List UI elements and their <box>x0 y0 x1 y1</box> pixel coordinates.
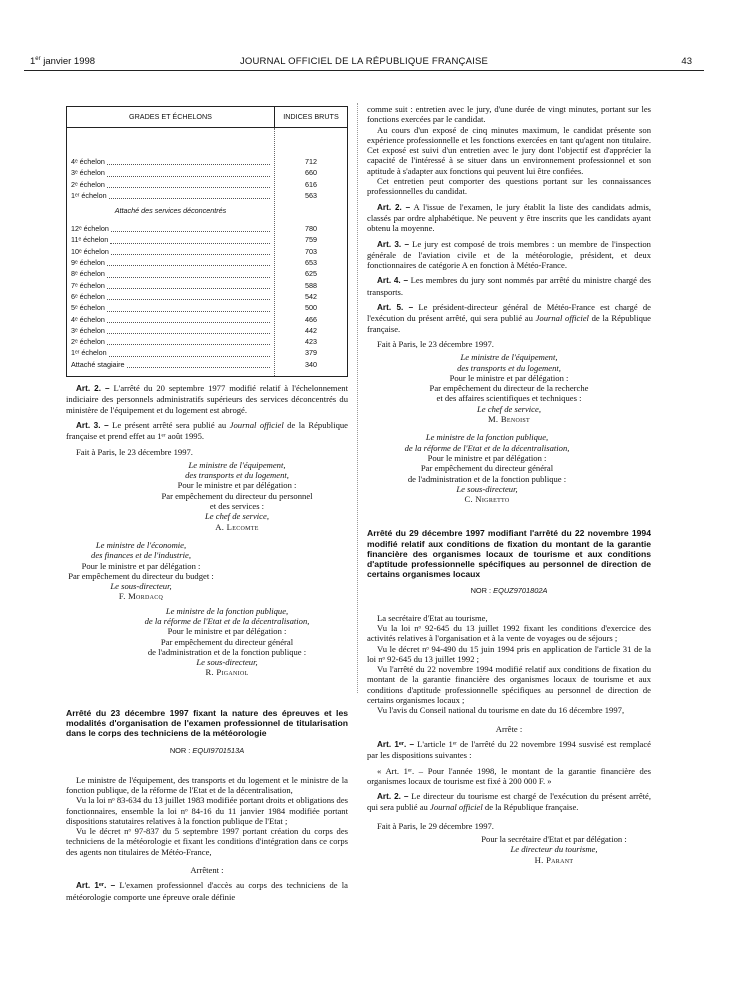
signature-block: Le ministre de l'économie, des finances et de l'industrie, Pour le ministre et par délégation : Par empêchement du directeur du budget : Le sous-directeur, F. Mordacq <box>66 540 216 602</box>
indice-value: 442 <box>305 325 317 335</box>
table-row: 10ᵉ échelon <box>71 246 270 257</box>
table-row: 1ᵉʳ échelon <box>71 347 270 358</box>
header-date: 1er janvier 1998 <box>30 56 96 68</box>
table-row: 8ᵉ échelon <box>71 268 270 279</box>
table-subheading: Attaché des services déconcentrés <box>114 206 227 216</box>
table-row: 3ᵉ échelon <box>71 325 270 336</box>
indice-value: 616 <box>305 179 317 189</box>
signatory-name: C. Nigretto <box>464 494 510 505</box>
signatory-name: R. Piganiol <box>205 667 249 678</box>
paragraph: Le ministre de l'équipement, des transports et du logement et le ministre de la fonction publique, de la réforme de l'Etat et de la décentralisation, <box>66 774 348 795</box>
right-column <box>367 104 651 865</box>
indice-value: 588 <box>305 280 317 290</box>
paragraph: La secrétaire d'Etat au tourisme, <box>377 612 488 623</box>
table-row: 11ᵉ échelon <box>71 234 270 245</box>
decree-title: Arrêté du 29 décembre 1997 modifiant l'arrêté du 22 novembre 1994 modifié relatif aux conditions de fixation du montant de la garantie financière des organismes locaux de tourisme et aux conditions d'aptitude professionnelle spécifiques au personnel de direction de certains organismes locaux <box>367 528 651 580</box>
indice-value: 466 <box>305 314 317 324</box>
article-2: Art. 2. – A l'issue de l'examen, le jury établit la liste des candidats admis, classés par ordre alphabétique. Ne peuvent y être inscrits que les candidats ayant obtenu la moyenne. <box>367 201 651 234</box>
paragraph: Vu le décret nᵒ 97-837 du 5 septembre 1997 portant création du corps des techniciens de la météorologie et fixant les conditions d'intégration dans ce corps des agents non titulaires de Météo-France, <box>66 826 348 857</box>
fait-a-paris: Fait à Paris, le 23 décembre 1997. <box>76 446 193 457</box>
article-3: Art. 3. – Le jury est composé de trois membres : un membre de l'inspection générale de l'aviation civile et de la météorologie, président, et deux fonctionnaires de catégorie A en fonction à Météo-France. <box>367 238 651 271</box>
paragraph: Cet entretien peut comporter des questions portant sur les connaissances professionnelles du candidat. <box>367 176 651 197</box>
col-header-grades: GRADES ET ÉCHELONS <box>129 111 212 121</box>
signatory-name: M. Benoist <box>487 414 530 425</box>
column-divider <box>357 103 358 693</box>
table-row: 3ᵉ échelon <box>71 167 270 178</box>
arretent: Arrêtent : <box>190 865 224 876</box>
quoted-article: « Art. 1ᵉʳ. – Pour l'année 1998, le montant de la garantie financière des organismes locaux de tourisme est fixé à 200 000 F. » <box>367 765 651 786</box>
table-row: 1ᵉʳ échelon <box>71 190 270 201</box>
table-row: 2ᵉ échelon <box>71 336 270 347</box>
col-header-indices: INDICES BRUTS <box>274 107 347 127</box>
page-number: 43 <box>681 56 692 67</box>
indice-value: 542 <box>305 291 317 301</box>
article-1: Art. 1ᵉʳ. – L'article 1ᵉʳ de l'arrêté du 22 novembre 1994 susvisé est remplacé par les dispositions suivantes : <box>367 738 651 761</box>
article-5: Art. 5. – Le président-directeur général de Météo-France est chargé de l'exécution du présent arrêté, qui sera publié au Journal officiel de la République française. <box>367 302 651 334</box>
indice-value: 780 <box>305 224 317 234</box>
grades-column <box>67 128 274 376</box>
grades-table-body <box>67 128 347 376</box>
left-column <box>66 106 348 902</box>
indice-value: 759 <box>305 235 317 245</box>
nor-reference: NOR : EQUI9701513A <box>169 746 245 756</box>
paragraph: Vu la loi nᵒ 83-634 du 13 juillet 1983 modifiée portant droits et obligations des fonctionnaires, ensemble la loi nᵒ 84-16 du 11 janvier 1984 modifiée portant dispositions statutaires relatives à la fonction publique de l'Etat ; <box>66 795 348 826</box>
decree-title: Arrêté du 23 décembre 1997 fixant la nature des épreuves et les modalités d'organisation de l'examen professionnel de titularisation dans le corps des techniciens de la météorologie <box>66 707 348 739</box>
table-row: 5ᵉ échelon <box>71 302 270 313</box>
indices-column <box>274 128 347 376</box>
article-1: Art. 1ᵉʳ. – L'examen professionnel d'accès au corps des techniciens de la météorologie comporte une épreuve orale définie <box>66 880 348 902</box>
signature-block: Le ministre de l'équipement, des transports et du logement, Pour le ministre et par délégation : Par empêchement du directeur du personnel et des services : Le chef de service, A. Lecomte <box>66 460 348 532</box>
signatory-name: F. Mordacq <box>118 591 164 602</box>
indice-value: 340 <box>305 359 317 369</box>
table-row: 9ᵉ échelon <box>71 257 270 268</box>
article-2: Art. 2. – L'arrêté du 20 septembre 1977 modifié relatif à l'échelonnement indiciaire des personnels administratifs supérieurs des services déconcentrés du ministère de l'équipement et du logement est abrogé. <box>66 383 348 415</box>
indice-value: 625 <box>305 269 317 279</box>
signature-block: Le ministre de l'équipement, des transports et du logement, Pour le ministre et par délégation : Par empêchement du directeur de la recherche et des affaires scientifiques et techniques : Le chef de service, M. Benoist <box>367 352 651 424</box>
indice-value: 653 <box>305 258 317 268</box>
page-header <box>24 56 704 70</box>
table-row: 4ᵉ échelon <box>71 156 270 167</box>
table-row: 4ᵉ échelon <box>71 314 270 325</box>
nor-reference: NOR : EQUZ9701802A <box>470 586 548 596</box>
paragraph: Vu l'avis du Conseil national du tourisme en date du 16 décembre 1997, <box>377 705 625 716</box>
indice-value: 379 <box>305 348 317 358</box>
table-row: 2ᵉ échelon <box>71 179 270 190</box>
header-rule <box>24 70 704 71</box>
signatory-name: H. Parant <box>534 854 574 865</box>
table-row: Attaché stagiaire <box>71 359 270 370</box>
indice-value: 500 <box>305 303 317 313</box>
table-row: 12ᵉ échelon <box>71 223 270 234</box>
indice-value: 423 <box>305 337 317 347</box>
signature-block: Le ministre de la fonction publique, de la réforme de l'Etat et de la décentralisation, Pour le ministre et par délégation : Par empêchement du directeur général de l'administration et de la fonction publique : Le sous-directeur, C. Nigretto <box>367 432 607 504</box>
arrete: Arrête : <box>495 723 523 734</box>
fait-a-paris: Fait à Paris, le 29 décembre 1997. <box>377 820 494 831</box>
grades-table <box>66 106 348 377</box>
paragraph: Au cours d'un exposé de cinq minutes maximum, le candidat présente son expérience professionnelle et les fonctions exercées en tant qu'agent non titulaire. Cet exposé est suivi d'un entretien avec le jury dont l'objectif est d'apprécier la capacité de l'intéressé à se situer dans un environnement professionnel et son aptitude à s'adapter aux fonctions qui peuvent lui être confiées. <box>367 124 651 176</box>
table-row: 6ᵉ échelon <box>71 291 270 302</box>
paragraph: comme suit : entretien avec le jury, d'une durée de vingt minutes, portant sur les fonctions exercées par le candidat. <box>367 104 651 125</box>
fait-a-paris: Fait à Paris, le 23 décembre 1997. <box>377 338 494 349</box>
paragraph: Vu l'arrêté du 22 novembre 1994 modifié relatif aux conditions de fixation du montant de la garantie financière des organismes locaux de tourisme et aux conditions d'aptitude professionnelle spécifiques au personnel de direction de certains organismes locaux ; <box>367 664 651 706</box>
indice-value: 703 <box>305 246 317 256</box>
indice-value: 712 <box>305 157 317 166</box>
paragraph: Vu le décret nᵒ 94-490 du 15 juin 1994 pris en application de l'article 31 de la loi nᵒ 92-645 du 13 juillet 1992 ; <box>367 643 651 664</box>
article-4: Art. 4. – Les membres du jury sont nommés par arrêté du ministre chargé des transports. <box>367 275 651 297</box>
indice-value: 563 <box>305 190 317 200</box>
journal-title: JOURNAL OFFICIEL DE LA RÉPUBLIQUE FRANÇAISE <box>239 56 489 67</box>
grades-table-header <box>67 107 347 128</box>
paragraph: Vu la loi nᵒ 92-645 du 13 juillet 1992 fixant les conditions d'exercice des activités relatives à l'organisation et à la vente de voyages ou de séjours ; <box>367 623 651 644</box>
article-3: Art. 3. – Le présent arrêté sera publié au Journal officiel de la République française et prend effet au 1ᵉʳ août 1995. <box>66 419 348 442</box>
table-row: 7ᵉ échelon <box>71 280 270 291</box>
article-2: Art. 2. – Le directeur du tourisme est chargé de l'exécution du présent arrêté, qui sera publié au Journal officiel de la République française. <box>367 791 651 813</box>
indice-value: 660 <box>305 168 317 178</box>
signature-block: Pour la secrétaire d'Etat et par délégation : Le directeur du tourisme, H. Parant <box>367 834 651 865</box>
signatory-name: A. Lecomte <box>215 521 259 532</box>
signature-block: Le ministre de la fonction publique, de la réforme de l'Etat et de la décentralisation, Pour le ministre et par délégation : Par empêchement du directeur général de l'administration et de la fonction publique : Le sous-directeur, R. Piganiol <box>66 606 348 678</box>
